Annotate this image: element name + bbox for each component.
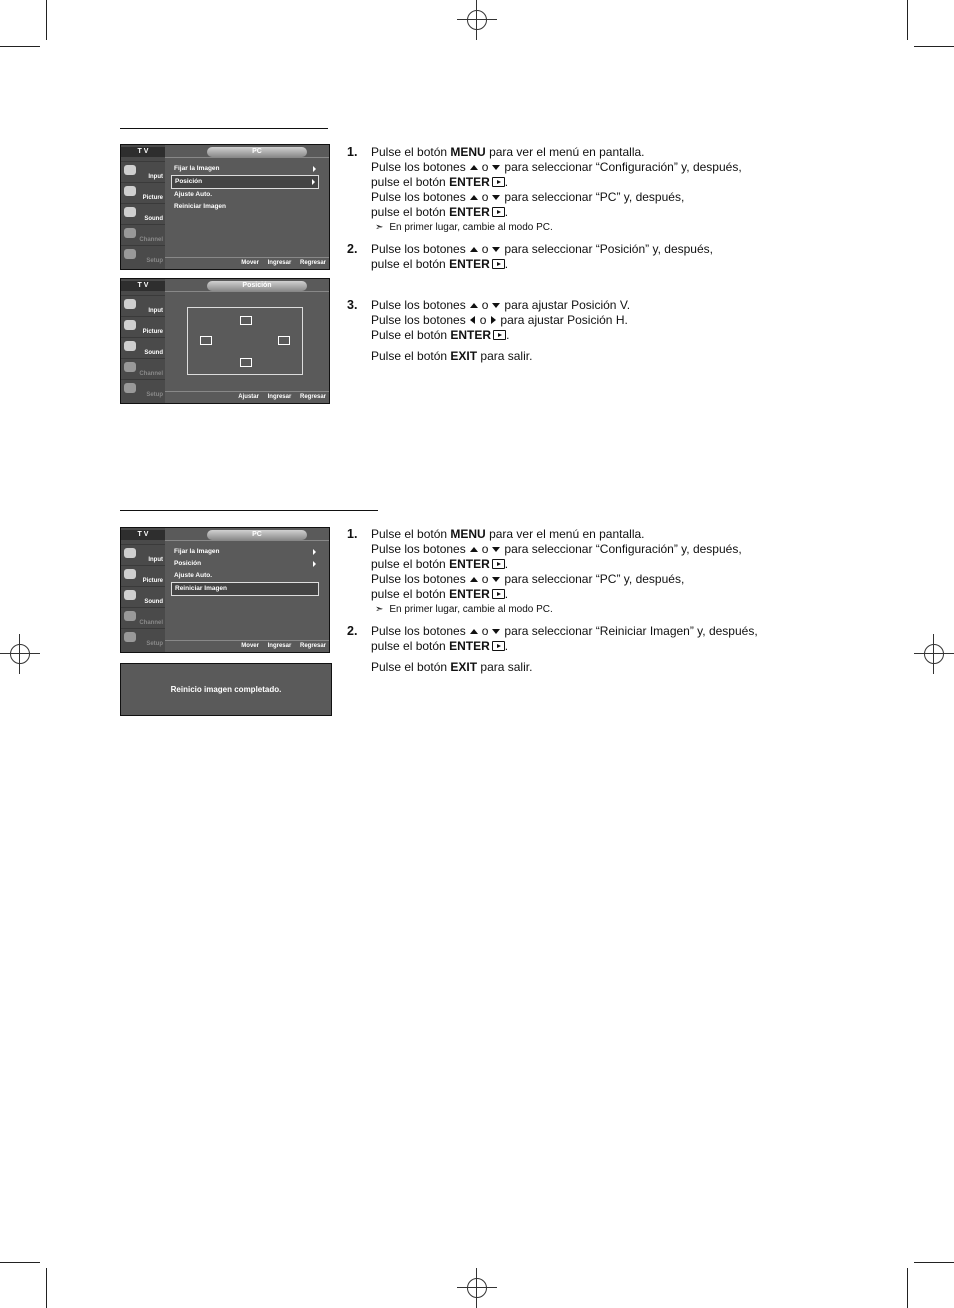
osd-item-reiniciar[interactable]: Reiniciar Imagen [174, 203, 227, 210]
osd-pc-menu [120, 144, 330, 270]
osd-item-fijar[interactable]: Fijar la Imagen [171, 163, 319, 175]
osd-side-setup[interactable]: Setup [121, 628, 165, 649]
instructions-section2 [347, 527, 817, 682]
registration-mark-icon [457, 0, 497, 40]
osd-side-channel[interactable]: Channel [121, 358, 165, 379]
up-arrow-icon [470, 303, 478, 308]
down-arrow-icon [492, 547, 500, 552]
footer-enter: Ingresar [267, 260, 292, 266]
crop-mark [0, 46, 40, 47]
footer-adjust: Ajustar [238, 394, 259, 400]
osd-footer [165, 391, 329, 403]
osd-item-ajuste[interactable]: Ajuste Auto. [174, 191, 213, 198]
osd-item-posicion[interactable]: Posición [171, 558, 319, 570]
crop-mark [914, 1262, 954, 1263]
up-arrow-icon [470, 547, 478, 552]
osd-tv-label: T V [121, 147, 165, 157]
crop-mark [46, 1268, 47, 1308]
picture-icon [124, 569, 136, 579]
channel-icon [124, 362, 136, 372]
osd-side-picture[interactable]: Picture [121, 565, 165, 586]
step-2: 2. Pulse los botones o para seleccionar “Reiniciar Imagen” y, después, pulse el botón ENTER . Pulse el botón EXIT para salir. [347, 624, 758, 674]
osd-menu-list [171, 163, 319, 213]
arrow-right-icon [313, 561, 316, 567]
osd-item-fijar[interactable]: Fijar la Imagen [171, 546, 319, 558]
osd-side-channel[interactable]: Channel [121, 607, 165, 628]
note-pointer-icon: ➣ [375, 604, 384, 615]
registration-mark-icon [914, 634, 954, 674]
input-icon [124, 165, 136, 175]
setup-gear-icon [124, 632, 136, 642]
down-arrow-icon [492, 195, 500, 200]
osd-side-setup[interactable]: Setup [121, 245, 165, 266]
osd-side-picture[interactable]: Picture [121, 316, 165, 337]
osd-side-input[interactable]: Input [121, 544, 165, 565]
position-adjust-area[interactable] [187, 307, 303, 375]
note-pointer-icon: ➣ [375, 222, 384, 233]
arrow-right-icon [313, 166, 316, 172]
osd-title: PC [207, 147, 307, 157]
enter-icon [493, 330, 506, 340]
step-2: 2. Pulse los botones o para seleccionar “Posición” y, después, pulse el botón ENTER . [347, 242, 713, 271]
footer-return: Regresar [299, 260, 326, 266]
sound-icon [124, 341, 136, 351]
channel-icon [124, 611, 136, 621]
instructions-section1 [347, 145, 817, 371]
right-arrow-icon [491, 316, 496, 324]
down-arrow-icon [492, 303, 500, 308]
down-arrow-icon [492, 629, 500, 634]
osd-pc-menu-reset [120, 527, 330, 653]
enter-icon [492, 259, 505, 269]
footer-enter: Ingresar [267, 394, 292, 400]
osd-side-picture[interactable]: Picture [121, 182, 165, 203]
registration-mark-icon [0, 634, 40, 674]
crop-mark [907, 0, 908, 40]
osd-tv-label: T V [121, 530, 165, 540]
picture-icon [124, 186, 136, 196]
sound-icon [124, 207, 136, 217]
position-down-icon [240, 358, 252, 367]
osd-tv-label: T V [121, 281, 165, 291]
enter-icon [492, 559, 505, 569]
up-arrow-icon [470, 247, 478, 252]
osd-menu-list [171, 546, 319, 596]
step-1: 1. Pulse el botón MENU para ver el menú en pantalla. Pulse los botones o para seleccionar “Configuración” y, después, pulse el botón ENTER . Pulse los botones o para seleccionar “PC” y, después, pulse el botón ENTER . ➣ En primer lugar, cambie al modo PC. [347, 527, 742, 615]
enter-icon [492, 589, 505, 599]
section-rule [120, 128, 328, 129]
osd-side-channel[interactable]: Channel [121, 224, 165, 245]
step-1: 1. Pulse el botón MENU para ver el menú en pantalla. Pulse los botones o para seleccionar “Configuración” y, después, pulse el botón ENTER . Pulse los botones o para seleccionar “PC” y, después, pulse el botón ENTER . ➣ En primer lugar, cambie al modo PC. [347, 145, 742, 233]
osd-side-input[interactable]: Input [121, 161, 165, 182]
osd-side-sound[interactable]: Sound [121, 586, 165, 607]
osd-side-sound[interactable]: Sound [121, 337, 165, 358]
down-arrow-icon [492, 165, 500, 170]
osd-side-sound[interactable]: Sound [121, 203, 165, 224]
arrow-right-icon [312, 179, 315, 185]
osd-title: Posición [207, 281, 307, 291]
osd-footer [165, 640, 329, 652]
sound-icon [124, 590, 136, 600]
down-arrow-icon [492, 577, 500, 582]
position-right-icon [278, 336, 290, 345]
arrow-right-icon [313, 549, 316, 555]
crop-mark [907, 1268, 908, 1308]
footer-return: Regresar [299, 394, 326, 400]
position-left-icon [200, 336, 212, 345]
picture-icon [124, 320, 136, 330]
footer-move: Mover [241, 260, 259, 266]
osd-side-input[interactable]: Input [121, 295, 165, 316]
up-arrow-icon [470, 629, 478, 634]
osd-item-reiniciar[interactable]: Reiniciar Imagen [171, 582, 319, 596]
osd-item-posicion[interactable]: Posición [171, 175, 319, 189]
section-rule [120, 510, 378, 511]
footer-enter: Ingresar [267, 643, 292, 649]
up-arrow-icon [470, 195, 478, 200]
osd-title: PC [207, 530, 307, 540]
step-3: 3. Pulse los botones o para ajustar Posición V. Pulse los botones o para ajustar Posición H. Pulse el botón ENTER . Pulse el botón EXIT para salir. [347, 298, 631, 363]
reset-complete-notice: Reinicio imagen completado. [120, 663, 332, 716]
up-arrow-icon [470, 577, 478, 582]
enter-icon [492, 207, 505, 217]
down-arrow-icon [492, 247, 500, 252]
osd-item-ajuste[interactable]: Ajuste Auto. [174, 572, 213, 579]
crop-mark [46, 0, 47, 40]
osd-position-screen [120, 278, 330, 404]
crop-mark [0, 1262, 40, 1263]
enter-icon [492, 641, 505, 651]
input-icon [124, 299, 136, 309]
osd-footer [165, 257, 329, 269]
setup-gear-icon [124, 249, 136, 259]
crop-mark [914, 46, 954, 47]
input-icon [124, 548, 136, 558]
position-up-icon [240, 316, 252, 325]
footer-move: Mover [241, 643, 259, 649]
channel-icon [124, 228, 136, 238]
osd-side-setup[interactable]: Setup [121, 379, 165, 400]
setup-gear-icon [124, 383, 136, 393]
left-arrow-icon [470, 316, 475, 324]
registration-mark-icon [457, 1268, 497, 1308]
footer-return: Regresar [299, 643, 326, 649]
enter-icon [492, 177, 505, 187]
up-arrow-icon [470, 165, 478, 170]
